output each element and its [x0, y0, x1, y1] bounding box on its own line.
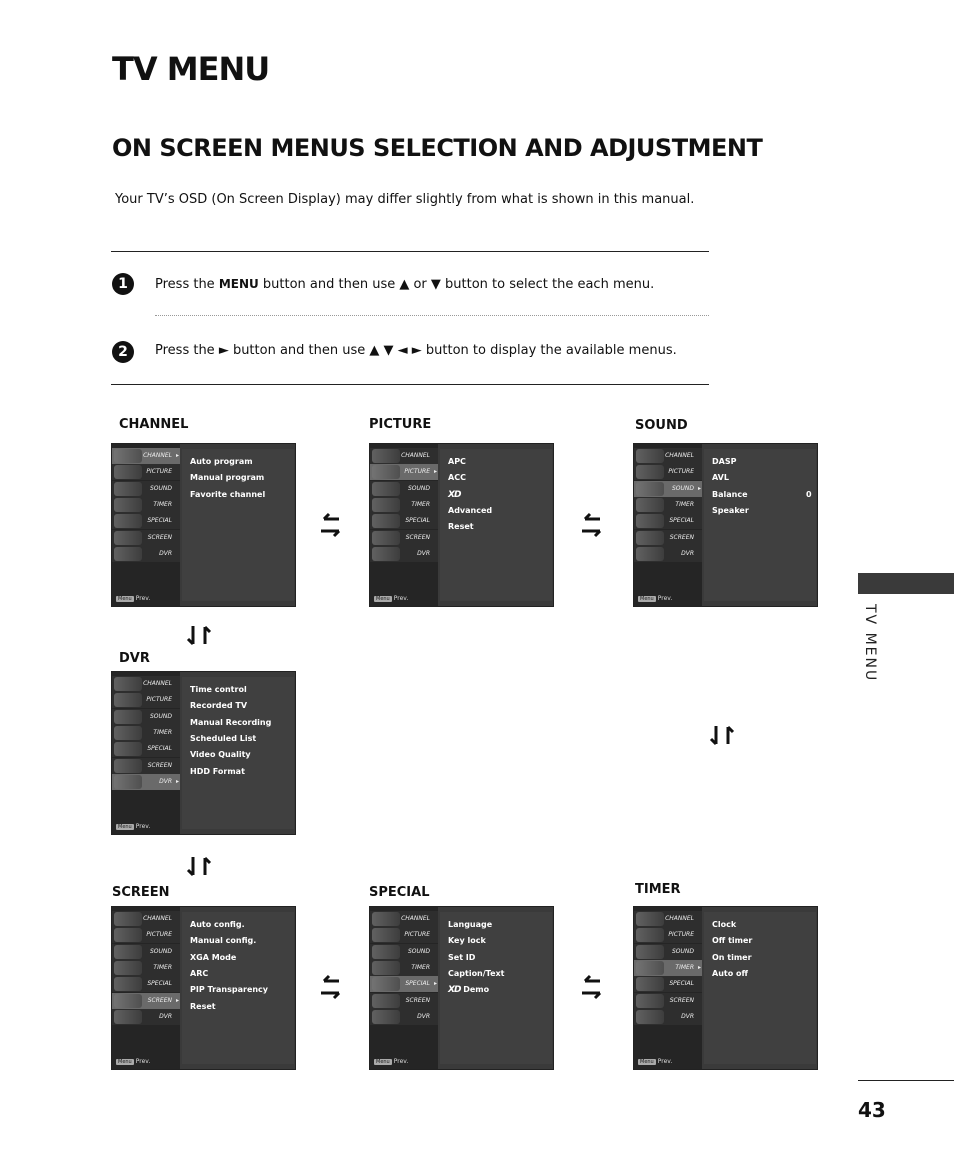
- osd-menu-item[interactable]: [190, 1002, 216, 1011]
- osd-menu-item[interactable]: [190, 750, 251, 759]
- osd-tab-label: SCREEN: [405, 533, 430, 541]
- xd-logo-label: XD: [448, 985, 461, 996]
- osd-tab-picture[interactable]: [370, 464, 438, 480]
- osd-tab-label: SCREEN: [669, 533, 694, 541]
- osd-menu-item[interactable]: [712, 473, 729, 482]
- osd-tab-label: PICTURE: [146, 696, 172, 704]
- osd-tab-channel[interactable]: [370, 448, 438, 464]
- osd-item-label: ACC: [448, 473, 466, 483]
- osd-special: [369, 906, 554, 1070]
- swap-horizontal-icon: [580, 974, 602, 1000]
- osd-menu-item[interactable]: [190, 718, 271, 727]
- osd-item-label: Language: [448, 920, 493, 929]
- osd-tab-timer[interactable]: [370, 960, 438, 976]
- menu-key-icon: Menu: [118, 596, 132, 602]
- swap-horizontal-icon: [580, 512, 602, 538]
- special-icon: [114, 514, 142, 528]
- osd-tab-label: SCREEN: [405, 996, 430, 1004]
- osd-tab-dvr[interactable]: [112, 1009, 180, 1025]
- chevron-right-icon: ▸: [433, 980, 437, 988]
- osd-menu-item[interactable]: [712, 506, 749, 515]
- osd-tab-label: SOUND: [149, 484, 172, 492]
- osd-item-label: Manual config.: [190, 936, 257, 946]
- menu-key-icon: Menu: [376, 596, 390, 602]
- osd-tab-label: SOUND: [671, 947, 694, 955]
- menu-key-icon: Menu: [640, 1059, 654, 1065]
- osd-tab-label: DVR: [681, 549, 694, 557]
- osd-tab-dvr[interactable]: [112, 774, 180, 790]
- osd-item-label: Scheduled List: [190, 733, 257, 743]
- osd-dvr: [111, 671, 296, 835]
- osd-tab-sound[interactable]: [112, 944, 180, 960]
- osd-menu-item[interactable]: [712, 969, 748, 978]
- osd-tab-label: SCREEN: [147, 533, 172, 541]
- picture-icon: [372, 465, 400, 479]
- osd-tab-sound[interactable]: [634, 944, 702, 960]
- sound-icon: [114, 710, 142, 724]
- osd-menu-item[interactable]: [190, 969, 208, 978]
- picture-icon: [372, 928, 400, 942]
- osd-tab-label: SPECIAL: [669, 980, 694, 988]
- menu-key-icon: Menu: [118, 824, 132, 830]
- osd-tab-special[interactable]: [634, 976, 702, 992]
- timer-icon: [636, 961, 664, 975]
- osd-tab-special[interactable]: [370, 513, 438, 529]
- label-picture: PICTURE: [369, 417, 432, 432]
- osd-tab-dvr[interactable]: [370, 546, 438, 562]
- osd-item-label: APC: [448, 457, 466, 466]
- dvr-icon: [636, 547, 664, 561]
- osd-menu-item[interactable]: [712, 489, 812, 499]
- osd-tab-dvr[interactable]: [634, 546, 702, 562]
- osd-tab-screen[interactable]: [634, 530, 702, 546]
- menu-key-icon: Menu: [118, 1059, 132, 1065]
- osd-item-label: Auto program: [190, 457, 253, 466]
- special-icon: [114, 977, 142, 991]
- osd-tab-channel[interactable]: [370, 911, 438, 927]
- osd-tab-label: CHANNEL: [401, 915, 430, 922]
- channel-icon: [636, 449, 664, 463]
- osd-tab-timer[interactable]: [112, 497, 180, 513]
- special-icon: [372, 514, 400, 528]
- osd-tab-label: TIMER: [153, 728, 172, 736]
- osd-tab-timer[interactable]: [112, 960, 180, 976]
- osd-tab-timer[interactable]: [634, 960, 702, 976]
- special-icon: [636, 977, 664, 991]
- chevron-right-icon: ▸: [697, 963, 701, 971]
- osd-tab-label: PICTURE: [668, 468, 694, 476]
- osd-menu-item[interactable]: [448, 985, 489, 995]
- step-1-pre: Press the: [155, 277, 219, 292]
- osd-tab-screen[interactable]: [112, 530, 180, 546]
- osd-tab-label: SOUND: [149, 947, 172, 955]
- osd-item-label: HDD Format: [190, 766, 245, 776]
- swap-vertical-icon: [186, 624, 214, 646]
- osd-menu-item[interactable]: [448, 969, 504, 978]
- osd-prev-hint: [638, 595, 672, 602]
- osd-tab-screen[interactable]: [370, 530, 438, 546]
- special-icon: [114, 742, 142, 756]
- osd-menu-item[interactable]: [712, 953, 752, 962]
- osd-item-label: Auto config.: [190, 920, 245, 929]
- label-channel: CHANNEL: [119, 417, 189, 432]
- step-1-text: [155, 277, 654, 292]
- osd-prev-hint: [374, 595, 408, 602]
- osd-channel: [111, 443, 296, 607]
- osd-tab-label: SOUND: [149, 712, 172, 720]
- osd-tab-label: PICTURE: [404, 931, 430, 939]
- osd-tab-sound[interactable]: [112, 481, 180, 497]
- sound-icon: [372, 945, 400, 959]
- osd-menu-item[interactable]: [190, 457, 253, 466]
- osd-tab-picture[interactable]: [112, 464, 180, 480]
- screen-icon: [372, 994, 400, 1008]
- osd-menu-item[interactable]: [190, 473, 264, 482]
- osd-menu-item[interactable]: [448, 936, 486, 945]
- osd-note: Your TV’s OSD (On Screen Display) may differ slightly from what is shown in this manual.: [115, 192, 695, 207]
- osd-item-label: Set ID: [448, 952, 476, 962]
- osd-menu-item[interactable]: [712, 457, 736, 466]
- osd-item-label: Manual program: [190, 473, 265, 483]
- osd-item-label: ARC: [190, 968, 209, 978]
- prev-label: Prev.: [135, 823, 151, 830]
- osd-menu-item[interactable]: [448, 457, 466, 466]
- side-tab-bar: [858, 573, 954, 594]
- osd-item-label: Manual Recording: [190, 717, 272, 727]
- osd-item-label: Reset: [448, 522, 474, 532]
- osd-tab-channel[interactable]: [112, 448, 180, 464]
- dvr-icon: [372, 1010, 400, 1024]
- osd-menu-item[interactable]: [190, 490, 265, 499]
- osd-tab-channel[interactable]: [112, 676, 180, 692]
- menu-key-icon: Menu: [376, 1059, 390, 1065]
- osd-menu-item[interactable]: [190, 985, 268, 994]
- screen-icon: [114, 759, 142, 773]
- sound-icon: [372, 482, 400, 496]
- label-timer: TIMER: [635, 882, 681, 897]
- label-dvr: DVR: [119, 651, 150, 666]
- osd-menu-item[interactable]: [448, 920, 492, 929]
- bottom-rule: [111, 384, 709, 385]
- osd-tab-label: DVR: [417, 1012, 430, 1020]
- timer-icon: [372, 961, 400, 975]
- osd-picture: [369, 443, 554, 607]
- osd-prev-hint: [116, 1058, 150, 1065]
- step-divider: [155, 315, 709, 316]
- screen-icon: [636, 994, 664, 1008]
- osd-item-panel: [182, 449, 294, 601]
- osd-tab-sound[interactable]: [370, 944, 438, 960]
- picture-icon: [114, 465, 142, 479]
- prev-label: Prev.: [657, 595, 673, 602]
- timer-icon: [114, 498, 142, 512]
- osd-prev-hint: [374, 1058, 408, 1065]
- osd-menu-item[interactable]: [190, 701, 247, 710]
- timer-icon: [636, 498, 664, 512]
- osd-tab-channel[interactable]: [634, 911, 702, 927]
- osd-tab-timer[interactable]: [112, 725, 180, 741]
- osd-tab-label: SPECIAL: [405, 517, 430, 525]
- dvr-icon: [114, 775, 142, 789]
- picture-icon: [114, 928, 142, 942]
- osd-item-value: 0: [806, 489, 812, 499]
- side-section-label: TV MENU: [862, 604, 878, 683]
- page-number: 43: [858, 1098, 886, 1122]
- sound-icon: [114, 945, 142, 959]
- dvr-icon: [372, 547, 400, 561]
- section-title: ON SCREEN MENUS SELECTION AND ADJUSTMENT: [112, 134, 763, 162]
- osd-tab-label: PICTURE: [668, 931, 694, 939]
- sound-icon: [636, 945, 664, 959]
- osd-item-label: Caption/Text: [448, 968, 505, 978]
- picture-icon: [636, 928, 664, 942]
- step-1-number: 1: [112, 273, 134, 295]
- osd-menu-item[interactable]: [190, 953, 236, 962]
- osd-tab-picture[interactable]: [634, 927, 702, 943]
- osd-tab-label: SOUND: [407, 947, 430, 955]
- osd-tab-label: SPECIAL: [147, 980, 172, 988]
- osd-tab-label: CHANNEL: [143, 452, 172, 459]
- channel-icon: [372, 912, 400, 926]
- osd-tab-label: DVR: [159, 1012, 172, 1020]
- osd-tab-channel[interactable]: [634, 448, 702, 464]
- osd-tab-dvr[interactable]: [112, 546, 180, 562]
- osd-tab-label: DVR: [681, 1012, 694, 1020]
- osd-item-label: DASP: [712, 457, 737, 466]
- osd-tab-label: SOUND: [407, 484, 430, 492]
- osd-tab-timer[interactable]: [634, 497, 702, 513]
- menu-key-icon: Menu: [640, 596, 654, 602]
- swap-horizontal-icon: [319, 974, 341, 1000]
- osd-tab-label: SPECIAL: [669, 517, 694, 525]
- osd-menu-item[interactable]: [448, 506, 492, 515]
- osd-tab-label: SCREEN: [669, 996, 694, 1004]
- swap-vertical-icon: [186, 855, 214, 877]
- osd-item-label: Recorded TV: [190, 701, 248, 711]
- osd-tab-screen[interactable]: [112, 993, 180, 1009]
- osd-item-label: PIP Transparency: [190, 985, 269, 995]
- osd-timer: [633, 906, 818, 1070]
- chevron-right-icon: ▸: [697, 484, 701, 492]
- osd-tab-label: TIMER: [675, 963, 694, 971]
- picture-icon: [636, 465, 664, 479]
- prev-label: Prev.: [135, 1058, 151, 1065]
- osd-tab-picture[interactable]: [112, 692, 180, 708]
- swap-horizontal-icon: [319, 512, 341, 538]
- osd-menu-item[interactable]: [712, 936, 752, 945]
- channel-icon: [636, 912, 664, 926]
- osd-item-label: Reset: [190, 1001, 216, 1011]
- osd-tab-screen[interactable]: [370, 993, 438, 1009]
- osd-tab-screen[interactable]: [634, 993, 702, 1009]
- osd-item-label: Balance: [712, 489, 748, 499]
- chevron-right-icon: ▸: [175, 777, 179, 785]
- osd-item-label: Time control: [190, 685, 247, 694]
- osd-tab-special[interactable]: [370, 976, 438, 992]
- menu-key-label: MENU: [218, 277, 259, 291]
- osd-tab-label: PICTURE: [146, 931, 172, 939]
- osd-tab-label: PICTURE: [146, 468, 172, 476]
- osd-item-label: Favorite channel: [190, 489, 266, 499]
- chevron-right-icon: ▸: [175, 452, 179, 459]
- osd-prev-hint: [638, 1058, 672, 1065]
- osd-item-label: XGA Mode: [190, 952, 237, 962]
- osd-menu-item[interactable]: [190, 734, 256, 743]
- osd-prev-hint: [116, 823, 150, 830]
- chevron-right-icon: ▸: [175, 996, 179, 1004]
- step-2-number: 2: [112, 341, 134, 363]
- osd-tab-label: CHANNEL: [665, 452, 694, 459]
- dvr-icon: [636, 1010, 664, 1024]
- osd-tab-special[interactable]: [112, 976, 180, 992]
- label-screen: SCREEN: [112, 885, 170, 900]
- sound-icon: [636, 482, 664, 496]
- osd-tab-special[interactable]: [634, 513, 702, 529]
- osd-tab-dvr[interactable]: [370, 1009, 438, 1025]
- swap-vertical-icon: [709, 724, 737, 746]
- screen-icon: [372, 531, 400, 545]
- osd-item-label: Clock: [712, 920, 737, 929]
- dvr-icon: [114, 547, 142, 561]
- page-number-rule: [858, 1080, 954, 1081]
- step-1-post: button and then use ▲ or ▼ button to select the each menu.: [258, 277, 655, 292]
- osd-item-label: Auto off: [712, 968, 748, 978]
- osd-tab-dvr[interactable]: [634, 1009, 702, 1025]
- osd-item-panel: [704, 912, 816, 1064]
- prev-label: Prev.: [657, 1058, 673, 1065]
- osd-tab-label: CHANNEL: [143, 680, 172, 687]
- chevron-right-icon: ▸: [433, 468, 437, 476]
- osd-tab-sound[interactable]: [634, 481, 702, 497]
- channel-icon: [114, 449, 142, 463]
- top-rule: [111, 251, 709, 252]
- osd-tab-label: SOUND: [671, 484, 694, 492]
- osd-tab-label: DVR: [159, 549, 172, 557]
- osd-tab-label: CHANNEL: [401, 452, 430, 459]
- osd-tab-picture[interactable]: [370, 927, 438, 943]
- special-icon: [372, 977, 400, 991]
- screen-icon: [636, 531, 664, 545]
- osd-tab-label: SPECIAL: [405, 980, 430, 988]
- screen-icon: [114, 531, 142, 545]
- osd-menu-item[interactable]: [190, 767, 245, 776]
- osd-item-label: Video Quality: [190, 750, 251, 760]
- prev-label: Prev.: [393, 595, 409, 602]
- osd-tab-screen[interactable]: [112, 758, 180, 774]
- osd-tab-label: TIMER: [153, 500, 172, 508]
- osd-tab-label: PICTURE: [404, 468, 430, 476]
- osd-tab-label: TIMER: [411, 500, 430, 508]
- timer-icon: [372, 498, 400, 512]
- osd-tab-label: SCREEN: [147, 761, 172, 769]
- osd-menu-item[interactable]: [448, 953, 475, 962]
- osd-tab-special[interactable]: [112, 513, 180, 529]
- osd-tab-label: SPECIAL: [147, 745, 172, 753]
- osd-item-label: AVL: [712, 473, 729, 483]
- osd-menu-item[interactable]: [712, 920, 736, 929]
- picture-icon: [114, 693, 142, 707]
- dvr-icon: [114, 1010, 142, 1024]
- osd-menu-item[interactable]: [448, 522, 474, 531]
- osd-tab-special[interactable]: [112, 741, 180, 757]
- channel-icon: [114, 677, 142, 691]
- screen-icon: [114, 994, 142, 1008]
- prev-label: Prev.: [135, 595, 151, 602]
- osd-item-label: On timer: [712, 952, 752, 962]
- osd-menu-item[interactable]: [190, 685, 247, 694]
- osd-tab-label: CHANNEL: [665, 915, 694, 922]
- osd-tab-sound[interactable]: [112, 709, 180, 725]
- osd-menu-item[interactable]: [448, 490, 460, 500]
- osd-tab-label: TIMER: [153, 963, 172, 971]
- step-2-text: Press the ► button and then use ▲ ▼ ◄ ► button to display the available menus.: [155, 343, 677, 358]
- osd-tab-label: SPECIAL: [147, 517, 172, 525]
- osd-tab-sound[interactable]: [370, 481, 438, 497]
- osd-item-panel: [704, 449, 816, 601]
- osd-prev-hint: [116, 595, 150, 602]
- osd-tab-label: CHANNEL: [143, 915, 172, 922]
- osd-tab-picture[interactable]: [112, 927, 180, 943]
- osd-menu-item[interactable]: [190, 936, 256, 945]
- osd-item-label: Key lock: [448, 936, 486, 946]
- osd-item-label: Advanced: [448, 505, 493, 515]
- sound-icon: [114, 482, 142, 496]
- osd-item-label: Off timer: [712, 936, 753, 946]
- osd-tab-picture[interactable]: [634, 464, 702, 480]
- osd-tab-label: SCREEN: [147, 996, 172, 1004]
- osd-screen: [111, 906, 296, 1070]
- osd-menu-item[interactable]: [190, 920, 245, 929]
- label-sound: SOUND: [635, 418, 688, 433]
- osd-tab-label: DVR: [159, 777, 172, 785]
- osd-item-suffix: Demo: [460, 985, 490, 995]
- osd-tab-label: TIMER: [675, 500, 694, 508]
- prev-label: Prev.: [393, 1058, 409, 1065]
- channel-icon: [372, 449, 400, 463]
- xd-logo-label: XD: [448, 489, 461, 500]
- special-icon: [636, 514, 664, 528]
- osd-sound: [633, 443, 818, 607]
- osd-tab-timer[interactable]: [370, 497, 438, 513]
- osd-tab-label: DVR: [417, 549, 430, 557]
- label-special: SPECIAL: [369, 885, 430, 900]
- osd-tab-label: TIMER: [411, 963, 430, 971]
- channel-icon: [114, 912, 142, 926]
- osd-menu-item[interactable]: [448, 473, 466, 482]
- osd-item-label: Speaker: [712, 505, 749, 515]
- timer-icon: [114, 726, 142, 740]
- page-title: TV MENU: [112, 50, 270, 88]
- timer-icon: [114, 961, 142, 975]
- osd-tab-channel[interactable]: [112, 911, 180, 927]
